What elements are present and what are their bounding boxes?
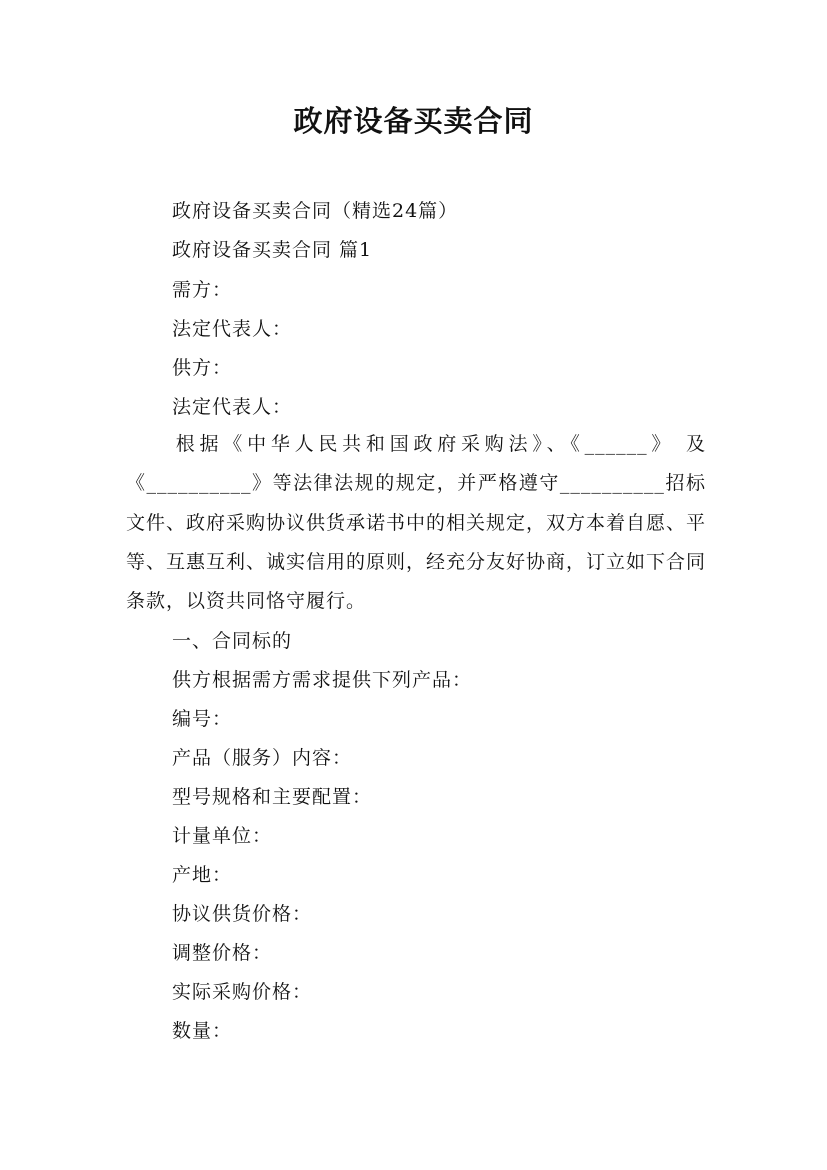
clause-heading: 一、合同标的 xyxy=(172,630,293,652)
field-number: 编号： xyxy=(172,708,233,730)
supplier-representative-label: 法定代表人： xyxy=(172,396,293,418)
field-agreement-price: 协议供货价格： xyxy=(172,903,313,925)
preamble-text: 根据《中华人民共和国政府采购法》、《______》 及《__________》等法律法规的规定，并严格遵守__________招标文件、政府采购协议供货承诺书中的相关规定，双方本着自愿、平等、互惠互利、诚实信用的原则，经充分友好协商，订立如下合同条款，以资共同恪守履行。 xyxy=(126,433,707,613)
preamble-paragraph xyxy=(126,425,706,621)
buyer-label: 需方： xyxy=(172,279,233,301)
field-origin: 产地： xyxy=(172,864,233,886)
field-quantity: 数量： xyxy=(172,1020,233,1042)
clause-intro: 供方根据需方需求提供下列产品： xyxy=(172,669,473,691)
supplier-label: 供方： xyxy=(172,357,233,379)
field-actual-price: 实际采购价格： xyxy=(172,981,313,1003)
section-heading: 政府设备买卖合同 篇1 xyxy=(172,239,373,261)
buyer-representative-label: 法定代表人： xyxy=(172,318,293,340)
field-model-spec: 型号规格和主要配置： xyxy=(172,786,373,808)
field-unit: 计量单位： xyxy=(172,825,273,847)
field-adjusted-price: 调整价格： xyxy=(172,942,273,964)
field-product-content: 产品（服务）内容： xyxy=(172,747,353,769)
subtitle-line: 政府设备买卖合同（精选24篇） xyxy=(172,200,459,222)
document-title: 政府设备买卖合同 xyxy=(293,104,534,138)
